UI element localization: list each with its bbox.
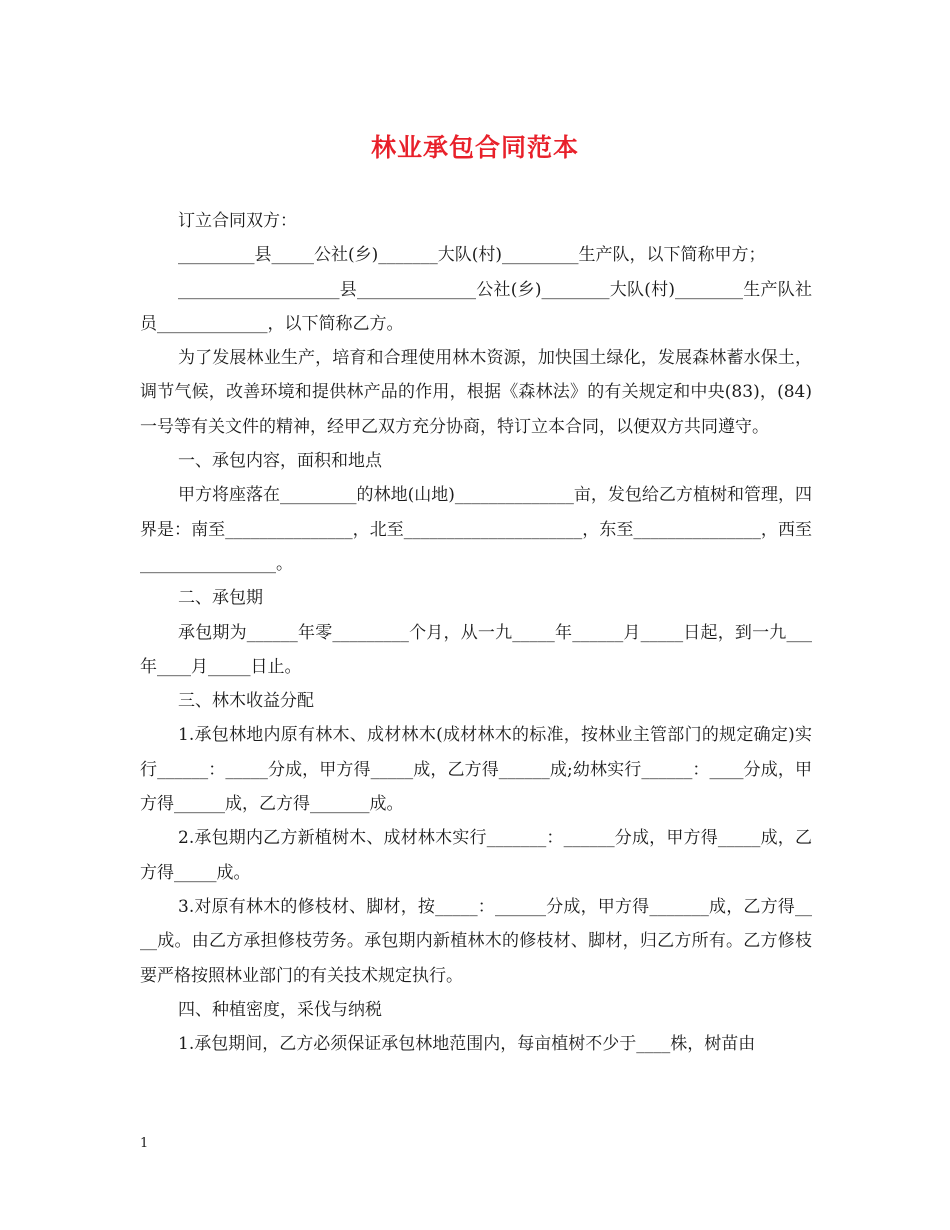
paragraph-party-b: ___________________县______________公社(乡)________大队(村)________生产队社员_____________，以下简称乙方。 [140, 279, 812, 334]
paragraph-party-a: _________县_____公社(乡)_______大队(村)_________生产队，以下简称甲方； [178, 245, 766, 266]
paragraph-term: 承包期为______年零_________个月，从一九_____年______月_____日起，到一九___年____月_____日止。 [140, 622, 812, 677]
paragraph-revenue-1: 1.承包林地内原有林木、成材林木(成材林木的标准，按林业主管部门的规定确定)实行______：_____分成，甲方得_____成，乙方得______成;幼林实行______：____分成，甲方得______成，乙方得_______成。 [140, 725, 812, 815]
paragraph-revenue-2: 2.承包期内乙方新植树木、成材林木实行_______：______分成，甲方得_____成，乙方得_____成。 [140, 828, 812, 883]
section-heading-2: 二、承包期 [178, 588, 263, 609]
paragraph-revenue-3: 3.对原有林木的修枝材、脚材，按_____：______分成，甲方得_______成，乙方得____成。由乙方承担修枝劳务。承包期内新植林木的修枝材、脚材，归乙方所有。乙方修枝要严格按照林业部门的有关技术规定执行。 [140, 896, 812, 986]
section-heading-1: 一、承包内容，面积和地点 [178, 451, 382, 472]
document-body [140, 204, 812, 1061]
paragraph-content-area: 甲方将座落在_________的林地(山地)______________亩，发包给乙方植树和管理，四界是：南至_______________，北至_____________________，东至_______________，西至________________。 [140, 485, 812, 574]
page-number: 1 [140, 1136, 149, 1151]
document-title: 林业承包合同范本 [370, 133, 579, 162]
paragraph-parties-intro: 订立合同双方： [178, 211, 297, 231]
section-heading-4: 四、种植密度，采伐与纳税 [178, 999, 382, 1020]
paragraph-purpose: 为了发展林业生产，培育和合理使用林木资源，加快国土绿化，发展森林蓄水保土，调节气候，改善环境和提供林产品的作用，根据《森林法》的有关规定和中央(83)，(84)一号等有关文件的精神，经甲乙双方充分协商，特订立本合同，以便双方共同遵守。 [140, 348, 812, 437]
paragraph-density-1: 1.承包期间，乙方必须保证承包林地范围内，每亩植树不少于____株，树苗由 [178, 1034, 756, 1055]
section-heading-3: 三、林木收益分配 [178, 691, 314, 712]
